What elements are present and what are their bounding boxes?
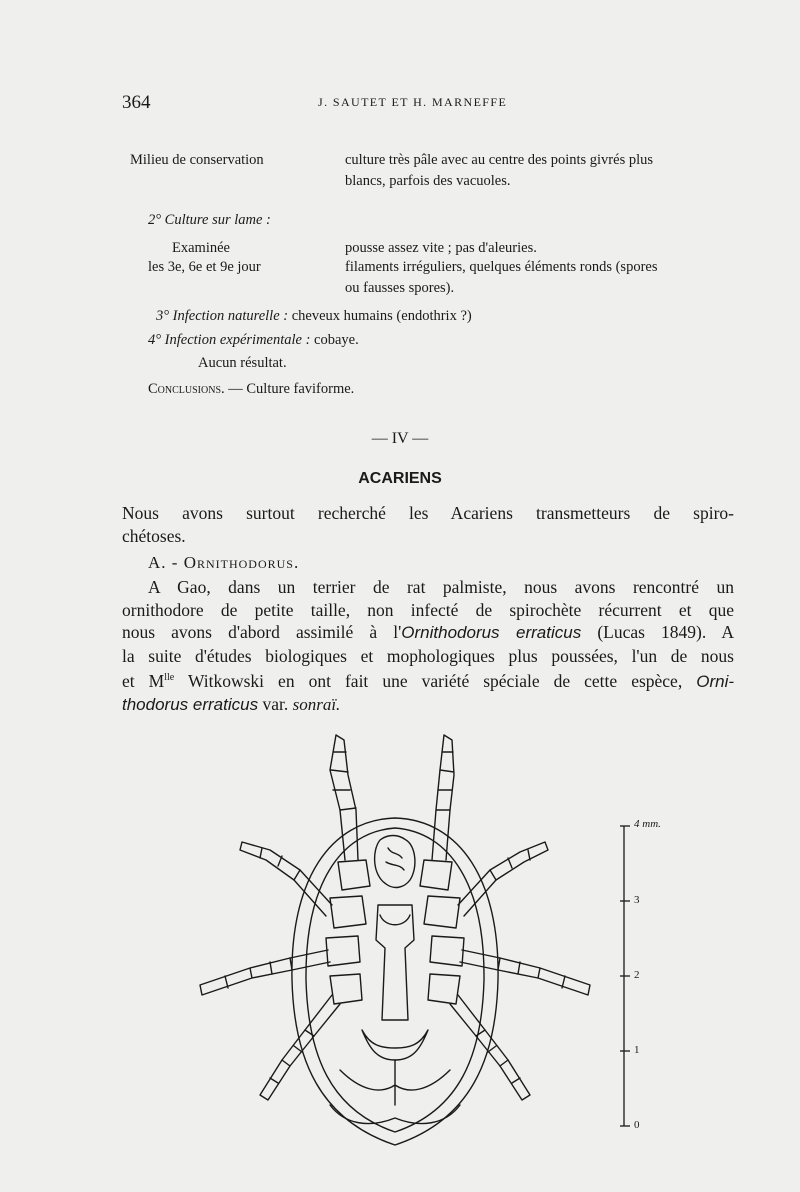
- tick-coxa-2-right: [424, 896, 460, 928]
- tick-leg-3-left: [200, 950, 330, 995]
- tick-genital-pore: [380, 915, 410, 925]
- label-examinee: Examinée: [172, 240, 230, 256]
- intro-line-1: Nous avons surtout recherché les Acariens transmetteurs de spiro-: [122, 503, 734, 523]
- tick-coxa-4-right: [428, 974, 460, 1004]
- lame-line-3: ou fausses spores).: [345, 280, 455, 296]
- tick-coxa-4-left: [330, 974, 362, 1004]
- conclusions-value: — Culture faviforme.: [228, 381, 355, 397]
- scale-bar: [620, 826, 630, 1126]
- intro-line-2: chétoses.: [122, 525, 186, 546]
- tick-coxa-3-right: [430, 936, 464, 966]
- label-milieu: Milieu de conservation: [130, 152, 264, 168]
- tick-anal-region: [362, 1030, 428, 1060]
- para-line-3a: nous avons d'abord assimilé à l': [122, 622, 402, 642]
- scale-unit-label: 4 mm.: [634, 818, 661, 830]
- tick-posterior-groove: [340, 1060, 450, 1105]
- label-jours: les 3e, 6e et 9e jour: [148, 259, 261, 275]
- tick-coxa-1-left: [338, 860, 370, 890]
- species-name-2a: Orni-: [696, 671, 735, 691]
- item-3-label: 3° Infection naturelle :: [156, 308, 289, 324]
- item-3-value: cheveux humains (endothrix ?): [291, 308, 472, 324]
- para-line-5a: et M: [122, 670, 165, 691]
- para-line-4: la suite d'études biologiques et mophologiques plus poussées, l'un de nous: [122, 645, 734, 666]
- tick-mouth-detail: [386, 848, 404, 870]
- section-number: — IV —: [371, 430, 429, 447]
- tick-leg-4-left-segs: [270, 1030, 314, 1083]
- lame-line-2: filaments irréguliers, quelques éléments ronds (spores: [345, 259, 658, 275]
- tick-coxa-1-right: [420, 860, 452, 890]
- scale-label-2: 2: [634, 969, 640, 981]
- species-name-1: Ornithodorus erraticus: [401, 623, 582, 642]
- tick-leg-3-right: [460, 950, 590, 995]
- section-title: ACARIENS: [358, 470, 442, 487]
- tick-posterior-lobes: [330, 1105, 460, 1124]
- lame-line-1: pousse assez vite ; pas d'aleuries.: [345, 240, 537, 256]
- item-4-value: cobaye.: [314, 332, 359, 348]
- tick-leg-4-right-segs: [476, 1030, 520, 1083]
- running-header: J. SAUTET ET H. MARNEFFE: [318, 95, 508, 109]
- variety-name: sonraï.: [292, 695, 341, 715]
- page-number: 364: [122, 92, 151, 113]
- tick-leg-4-right: [450, 995, 530, 1100]
- para-line-2: ornithodore de petite taille, non infecté de spirochète récurrent et que: [122, 599, 734, 620]
- conclusions-label: Conclusions.: [148, 381, 225, 397]
- milieu-line-1: culture très pâle avec au centre des points givrés plus: [345, 152, 654, 168]
- tick-coxa-3-left: [326, 936, 360, 966]
- para-line-5-sup: lle: [164, 672, 175, 683]
- heading-culture-sur-lame: 2° Culture sur lame :: [148, 212, 271, 228]
- species-name-2b: thodorus erraticus: [122, 695, 259, 715]
- tick-leg-1-left-segs: [331, 752, 356, 810]
- tick-leg-2-right-segs: [490, 850, 530, 880]
- scale-label-3: 3: [634, 894, 640, 906]
- scale-label-0: 0: [634, 1119, 640, 1131]
- tick-leg-2-right: [458, 842, 548, 916]
- tick-coxa-2-left: [330, 896, 366, 928]
- scale-label-1: 1: [634, 1044, 640, 1056]
- subhead-ornithodorus-text: A. - Ornithodorus.: [148, 553, 300, 572]
- para-line-6b: var.: [262, 694, 289, 715]
- tick-capitulum: [375, 836, 415, 888]
- milieu-line-2: blancs, parfois des vacuoles.: [345, 173, 511, 189]
- result-text: Aucun résultat.: [198, 355, 287, 371]
- para-line-3b: (Lucas 1849). A: [597, 622, 735, 642]
- tick-leg-4-left: [260, 995, 340, 1100]
- para-line-5b: Witkowski en ont fait une variété spéciale de cette espèce,: [187, 670, 683, 691]
- tick-median-groove: [376, 905, 414, 1020]
- para-line-1: A Gao, dans un terrier de rat palmiste, nous avons rencontré un: [148, 577, 734, 597]
- item-4-label: 4° Infection expérimentale :: [148, 332, 311, 348]
- tick-leg-1-left: [330, 735, 358, 860]
- tick-leg-2-left-segs: [260, 848, 300, 880]
- tick-leg-2-left: [240, 842, 332, 916]
